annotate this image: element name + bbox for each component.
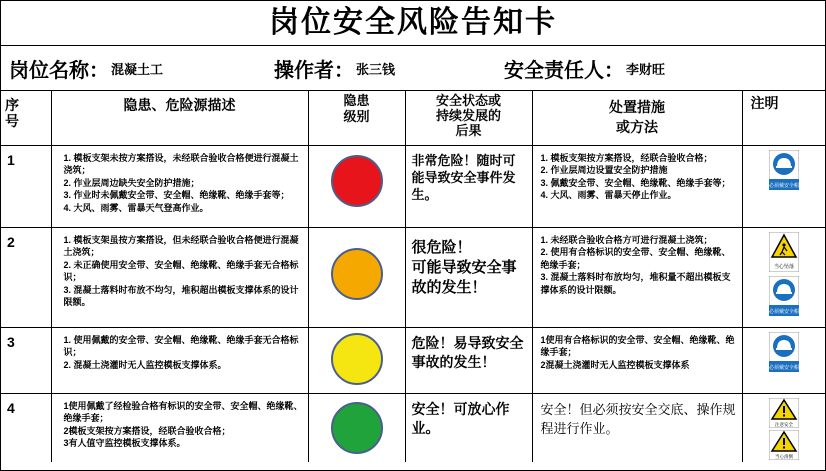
sign-cell <box>742 327 825 393</box>
sign-cell <box>742 393 825 462</box>
hazard-item: 1. 使用佩戴的安全带、安全帽、绝缘靴、绝缘手套无合格标识； <box>63 334 299 357</box>
hazard-item: 3. 混凝土落料时布放不均匀，堆积超出模板支撑体系的设计限额。 <box>63 284 299 307</box>
consequence-text: 危险！易导致安全事故的发生！ <box>405 327 532 393</box>
risk-level-orange-dot <box>331 248 383 300</box>
hazard-list <box>51 145 308 227</box>
measure-item: 1. 模板支架按方案搭设，经联合验收合格； <box>540 152 713 163</box>
sign-cell <box>742 145 825 227</box>
row-number: 4 <box>1 393 51 462</box>
table-row <box>1 393 825 462</box>
measure-item: 2. 作业层周边设置安全防护措施 <box>540 165 668 175</box>
svg-text:注意安全: 注意安全 <box>774 422 793 428</box>
measure-item: 2混凝土浇灌时无人监控模板支撑体系 <box>540 359 690 370</box>
hazard-list <box>51 327 308 393</box>
hazard-item: 2. 未正确使用安全带、安全帽、绝缘靴、绝缘手套无合格标识； <box>63 259 299 282</box>
table-row <box>1 227 825 327</box>
hazard-item: 3. 作业时未佩戴安全带、安全帽、绝缘靴、绝缘手套等； <box>63 190 290 200</box>
measure-item: 3. 混凝土落料时布放均匀，堆积量不超出模板支撑体系的设计限额。 <box>540 272 731 295</box>
header-num: 序 号 <box>1 91 51 145</box>
hazard-list <box>51 227 308 327</box>
info-bar <box>1 46 825 91</box>
table-header-row <box>1 91 825 145</box>
helmet-icon <box>769 276 799 316</box>
helmet-required-sign <box>769 332 799 372</box>
hazard-item: 2. 混凝土浇灌时无人监控模板支撑体系。 <box>63 359 227 370</box>
sign-cell <box>742 227 825 327</box>
row-number: 1 <box>1 145 51 227</box>
measure-list <box>532 145 742 227</box>
card-title: 岗位安全风险告知卡 <box>1 1 825 46</box>
hazard-item: 2. 作业层周边缺失安全防护措施； <box>63 177 200 188</box>
risk-level <box>308 327 405 393</box>
measure-item: 4. 大风、雨雾、雷暴天停止作业。 <box>540 190 677 200</box>
hazard-item: 3有人值守监控模板支撑体系。 <box>63 438 186 448</box>
row-number: 2 <box>1 227 51 327</box>
operator-value: 张三钱 <box>356 62 396 78</box>
table-row <box>1 327 825 393</box>
post-value: 混凝土工 <box>111 62 164 78</box>
measure-item: 1使用有合格标识的安全带、安全帽、绝缘靴、绝缘手套； <box>540 334 735 357</box>
measure-list <box>532 327 742 393</box>
hazard-item: 1. 模板支架未按方案搭设，未经联合验收合格便进行混凝土浇筑； <box>63 152 299 175</box>
operator-label: 操作者： <box>274 59 354 82</box>
warning-sign-icon <box>769 430 799 460</box>
header-level: 隐患 级别 <box>308 91 405 145</box>
safety-officer-value: 李财旺 <box>626 62 666 78</box>
risk-level <box>308 393 405 462</box>
measure-item: 3. 佩戴安全带、安全帽、绝缘靴、绝缘手套等； <box>540 177 731 188</box>
helmet-icon <box>769 150 799 190</box>
caution-sign <box>769 430 799 460</box>
risk-level-yellow-dot <box>331 333 383 385</box>
hazard-item: 1使用佩戴了经检验合格有标识的安全带、安全帽、绝缘靴、绝缘手套； <box>63 400 303 423</box>
hazard-item: 2模板支架按方案搭设，经联合验收合格； <box>63 425 231 436</box>
header-hazard-description: 隐患、危险源描述 <box>51 91 308 145</box>
measure-list <box>532 227 742 327</box>
header-note: 注明 <box>742 91 825 145</box>
post-label: 岗位名称： <box>9 59 109 82</box>
measure-item: 2. 使用有合格标识的安全带、安全帽、绝缘靴、绝缘手套； <box>540 247 731 270</box>
header-consequence: 安全状态或 持续发展的 后果 <box>405 91 532 145</box>
risk-level <box>308 227 405 327</box>
helmet-required-sign <box>769 150 799 190</box>
risk-level-green-dot <box>331 402 383 454</box>
warning-sign-icon <box>769 398 799 428</box>
risk-table <box>1 91 825 462</box>
svg-text:当心滑倒: 当心滑倒 <box>774 454 793 460</box>
hazard-list <box>51 393 308 462</box>
svg-text:必须戴安全帽: 必须戴安全帽 <box>768 308 799 315</box>
measure-item: 1. 未经联合验收合格方可进行混凝土浇筑； <box>540 234 713 245</box>
helmet-icon <box>769 332 799 372</box>
caution-sign <box>769 398 799 428</box>
table-row <box>1 145 825 227</box>
hazard-item: 1. 模板支架虽按方案搭设，但未经联合验收合格便进行混凝土浇筑； <box>63 234 299 257</box>
fall-warning-sign <box>769 232 799 272</box>
consequence-text: 很危险！ 可能导致安全事故的发生！ <box>405 227 532 327</box>
measure-text: 安全！但必须按安全交底、操作规程进行作业。 <box>532 393 742 462</box>
risk-level <box>308 145 405 227</box>
fall-warning-icon <box>769 232 799 272</box>
row-number: 3 <box>1 327 51 393</box>
consequence-text: 安全！可放心作业。 <box>405 393 532 462</box>
helmet-required-sign <box>769 276 799 316</box>
svg-text:必须戴安全帽: 必须戴安全帽 <box>768 364 799 371</box>
consequence-text: 非常危险！随时可能导致安全事件发生。 <box>405 145 532 227</box>
header-measures: 处置措施 或方法 <box>532 91 742 145</box>
svg-text:当心坠落: 当心坠落 <box>773 263 794 270</box>
svg-text:必须戴安全帽: 必须戴安全帽 <box>768 182 799 189</box>
safety-officer-label: 安全责任人： <box>504 59 624 82</box>
risk-level-red-dot <box>331 155 383 207</box>
hazard-item: 4. 大风、雨雾、雷暴天气登高作业。 <box>63 202 209 213</box>
